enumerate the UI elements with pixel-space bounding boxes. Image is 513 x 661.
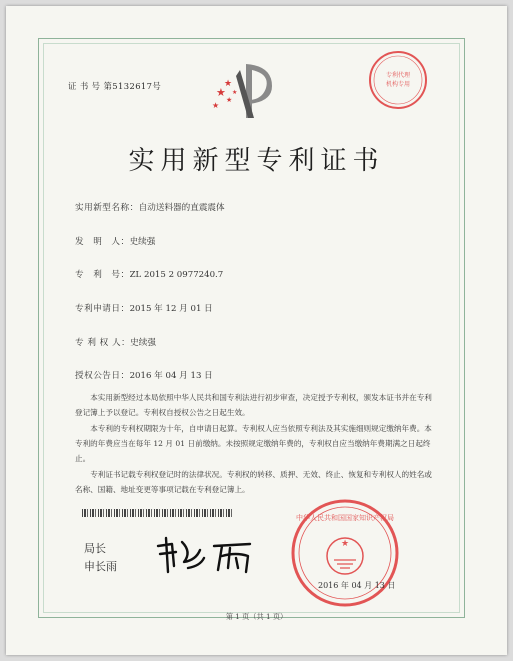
signatory-title: 局长	[84, 542, 106, 555]
barcode	[82, 509, 232, 517]
patent-office-logo-icon	[210, 56, 280, 126]
svg-text:★: ★	[212, 101, 220, 110]
seal-text: 中华人民共和国国家知识产权局	[296, 514, 394, 522]
handwritten-signature	[152, 532, 262, 576]
agency-stamp	[367, 49, 429, 111]
inventor-value: 史续强	[129, 237, 156, 247]
inventor-row	[75, 235, 155, 247]
patent-number-row	[75, 268, 223, 280]
svg-text:★: ★	[226, 96, 233, 104]
utility-model-name-label: 实用新型名称：	[75, 203, 139, 213]
patent-number-value: ZL 2015 2 0977240.7	[129, 270, 224, 280]
certificate-number: 证 书 号 第5132617号	[68, 81, 162, 91]
signatory-name: 申长雨	[84, 560, 117, 573]
grant-date-row	[75, 369, 213, 381]
svg-text:机构专用: 机构专用	[385, 81, 411, 88]
body-paragraph-1: 本实用新型经过本局依照中华人民共和国专利法进行初步审查，决定授予专利权，颁发本证书并在专利登记簿上予以登记。专利权自授权公告之日起生效。	[75, 393, 432, 417]
page-footer: 第 1 页（共 1 页）	[225, 612, 288, 621]
filing-date-value: 2015 年 12 月 01 日	[129, 304, 213, 314]
filing-date-label: 专利申请日：	[75, 304, 130, 314]
patentee-row	[75, 336, 156, 348]
svg-text:★: ★	[216, 86, 226, 99]
svg-text:★: ★	[340, 539, 350, 549]
svg-text:★: ★	[232, 89, 238, 96]
utility-model-name-value: 自动送料器的直震震体	[138, 203, 225, 213]
grant-date-value: 2016 年 04 月 13 日	[129, 371, 213, 381]
filing-date-row	[75, 302, 213, 314]
grant-date-label: 授权公告日：	[75, 371, 130, 381]
svg-text:★: ★	[224, 79, 233, 89]
official-seal	[290, 498, 400, 608]
patentee-value: 史续强	[130, 338, 156, 348]
inventor-label: 发 明 人：	[75, 237, 130, 247]
svg-text:专利代理: 专利代理	[385, 72, 411, 79]
certificate-title: 实用新型专利证书	[128, 146, 385, 176]
body-paragraph-3: 专利证书记载专利权登记时的法律状况。专利权的转移、质押、无效、终止、恢复和专利权人的姓名或名称、国籍、地址变更等事项记载在专利登记簿上。	[75, 470, 432, 494]
utility-model-name-row	[75, 201, 225, 213]
body-paragraph-2: 本专利的专利权期限为十年，自申请日起算。专利权人应当依照专利法及其实施细则规定缴纳年费。本专利的年费应当在每年 12 月 01 日前缴纳。未按照规定缴纳年费的，专利权自应当缴纳年费期满之日起终止。	[75, 424, 432, 463]
patentee-label: 专 利 权 人：	[75, 338, 131, 348]
patent-number-label: 专 利 号：	[75, 270, 130, 280]
seal-date: 2016 年 04 月 13 日	[318, 581, 396, 590]
